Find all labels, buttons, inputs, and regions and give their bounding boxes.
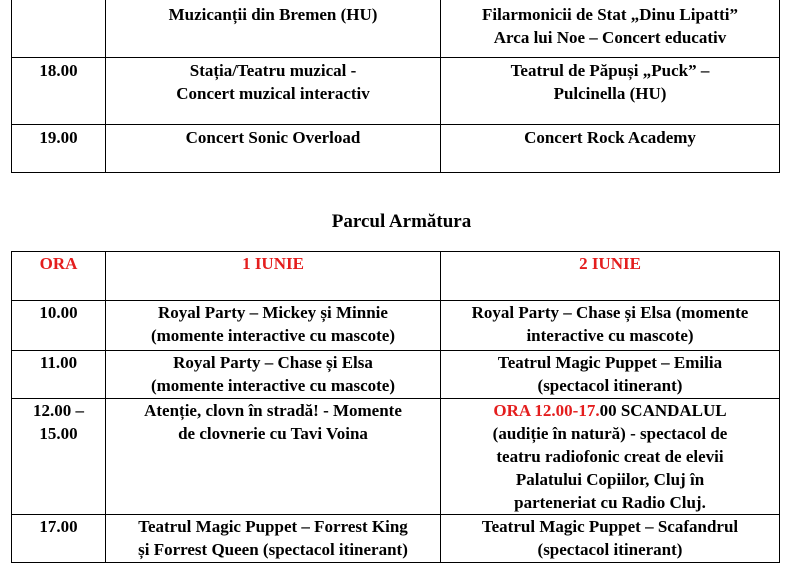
cell-text: (momente interactive cu mascote): [150, 326, 396, 345]
top-schedule-table: [11, 0, 780, 173]
table-row: [12, 301, 780, 351]
table-row: [12, 58, 780, 125]
cell-text: Teatrul Magic Puppet – Forrest King: [138, 517, 408, 536]
day1-cell: [106, 0, 441, 58]
cell-text: Atenție, clovn în stradă! - Momente: [144, 401, 402, 420]
cell-text: interactive cu mascote): [526, 326, 694, 345]
header-day1: 1 IUNIE: [106, 252, 441, 301]
day2-cell: [441, 0, 780, 58]
time-cell: [12, 301, 106, 351]
time-cell: [12, 351, 106, 399]
cell-text: 11.00: [39, 353, 78, 372]
cell-text: Teatrul Magic Puppet – Scafandrul: [481, 517, 739, 536]
day2-cell: [441, 125, 780, 173]
cell-text: Royal Party – Chase și Elsa (momente: [471, 303, 749, 322]
section-title: Parcul Armătura: [331, 211, 472, 232]
cell-text: Arca lui Noe – Concert educativ: [493, 28, 727, 47]
header-day2: 2 IUNIE: [441, 252, 780, 301]
day2-cell: [441, 58, 780, 125]
day1-cell: [106, 351, 441, 399]
cell-text: de clovnerie cu Tavi Voina: [178, 424, 368, 443]
cell-text: Palatului Copiilor, Cluj în: [515, 470, 705, 489]
cell-text: și Forrest Queen (spectacol itinerant): [138, 540, 408, 559]
event-title: 00 SCANDALUL: [599, 401, 727, 420]
table-row: [12, 0, 780, 58]
cell-text: Teatrul de Păpuși „Puck” –: [510, 61, 710, 80]
cell-text: Concert Rock Academy: [524, 128, 696, 147]
cell-text: Concert Sonic Overload: [185, 128, 361, 147]
highlight-time: ORA 12.00-17.: [493, 401, 600, 420]
cell-text: (audiție în natură) - spectacol de: [492, 424, 728, 443]
time-cell: [12, 515, 106, 563]
cell-text: (momente interactive cu mascote): [150, 376, 396, 395]
day2-cell: [441, 399, 780, 515]
day1-cell: [106, 301, 441, 351]
time-cell: [12, 399, 106, 515]
day2-cell: [441, 515, 780, 563]
cell-text: [445, 399, 775, 422]
day1-cell: [106, 58, 441, 125]
cell-text: Stația/Teatru muzical -: [189, 61, 357, 80]
cell-text: 10.00: [39, 303, 78, 322]
cell-text: Royal Party – Mickey și Minnie: [158, 303, 388, 322]
cell-text: teatru radiofonic creat de elevii: [496, 447, 724, 466]
cell-text: Muzicanții din Bremen (HU): [168, 5, 378, 24]
table-row: [12, 399, 780, 515]
table-row: [12, 351, 780, 399]
cell-text: Royal Party – Chase și Elsa: [173, 353, 373, 372]
park-schedule-table: [11, 251, 780, 563]
cell-text: 12.00 –: [33, 401, 84, 420]
day1-cell: [106, 125, 441, 173]
time-cell: 18.00: [12, 58, 106, 125]
header-time: ORA: [12, 252, 106, 301]
day2-cell: [441, 301, 780, 351]
cell-text: (spectacol itinerant): [537, 540, 683, 559]
cell-text: 15.00: [39, 424, 78, 443]
day1-cell: [106, 399, 441, 515]
cell-text: Filarmonicii de Stat „Dinu Lipatti”: [482, 5, 738, 24]
cell-text: Teatrul Magic Puppet – Emilia: [497, 353, 723, 372]
time-cell: 19.00: [12, 125, 106, 173]
cell-text: parteneriat cu Radio Cluj.: [514, 493, 706, 512]
table-row: [12, 515, 780, 563]
table-row: [12, 125, 780, 173]
cell-text: 17.00: [39, 517, 78, 536]
day1-cell: [106, 515, 441, 563]
cell-text: Concert muzical interactiv: [176, 84, 370, 103]
day2-cell: [441, 351, 780, 399]
cell-text: (spectacol itinerant): [537, 376, 683, 395]
cell-text: Pulcinella (HU): [553, 84, 667, 103]
time-cell: [12, 0, 106, 58]
header-row: [12, 252, 780, 301]
